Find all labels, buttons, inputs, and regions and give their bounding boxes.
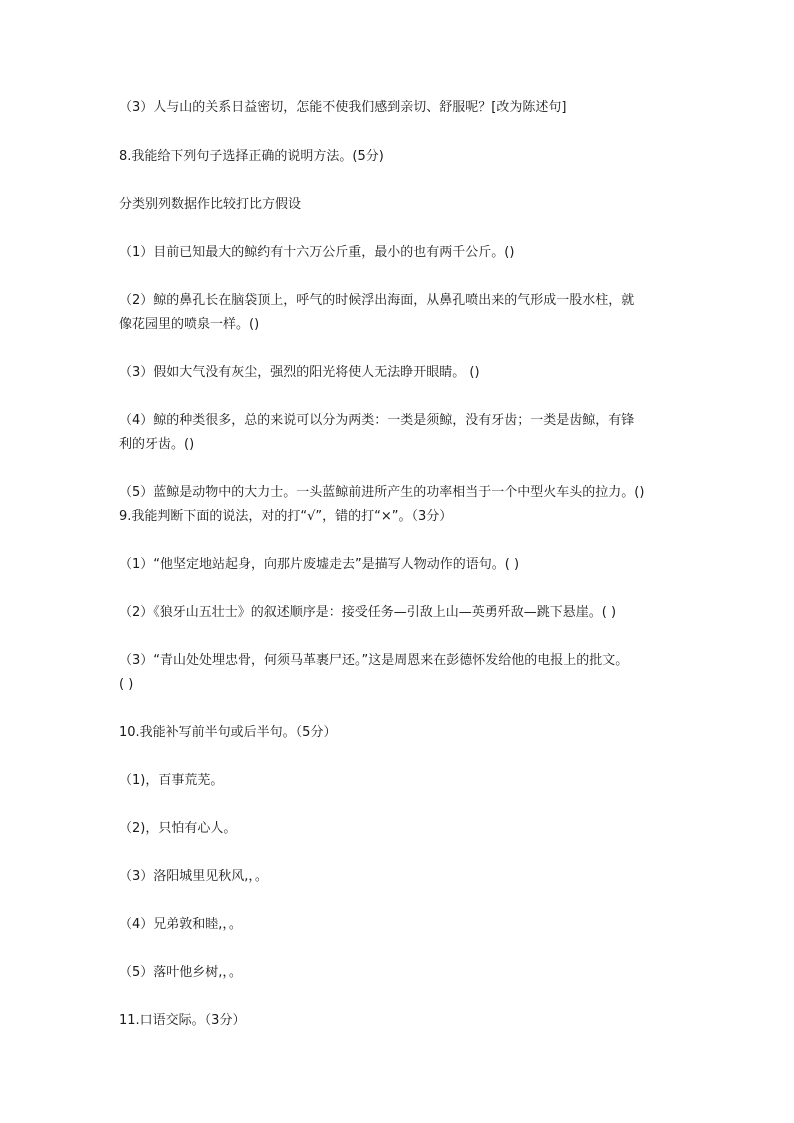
q8-item-3: （3）假如大气没有灰尘，强烈的阳光将使人无法睁开眼睛。 () xyxy=(119,365,480,380)
q9-item-2: （2）《狼牙山五壮士》的叙述顺序是：接受任务—引敌上山—英勇歼敌—跳下悬崖。( ) xyxy=(119,605,617,620)
q8-item-2-line-1: （2）鲸的鼻孔长在脑袋顶上，呼气的时候浮出海面，从鼻孔喷出来的气形成一股水柱，就 xyxy=(119,293,635,308)
q9-item-3-line-1: （3）“青山处处埋忠骨，何须马革裹尸还。”这是周恩来在彭德怀发给他的电报上的批文。 xyxy=(119,653,629,668)
q9-item-1: （1）“他坚定地站起身，向那片废墟走去”是描写人物动作的语句。( ) xyxy=(119,557,520,572)
method-options-line: 分类别列数据作比较打比方假设 xyxy=(119,197,302,212)
q8-item-4-line-1: （4）鲸的种类很多，总的来说可以分为两类：一类是须鲸，没有牙齿；一类是齿鲸，有锋 xyxy=(119,413,635,428)
q10-item-1: （1)，百事荒芜。 xyxy=(119,773,224,788)
q10-item-4: （4）兄弟敦和睦,，。 xyxy=(119,917,242,932)
q8-item-4-line-2: 利的牙齿。() xyxy=(119,437,195,452)
q9-item-3-line-2: ( ) xyxy=(119,677,134,692)
q10-item-5: （5）落叶他乡树,，。 xyxy=(119,965,242,980)
question-8-heading: 8.我能给下列句子选择正确的说明方法。(5分) xyxy=(119,149,384,164)
question-9-heading: 9.我能判断下面的说法，对的打“√”，错的打“×”。（3分） xyxy=(119,509,453,524)
q10-item-3: （3）洛阳城里见秋风,，。 xyxy=(119,869,268,884)
q8-item-1: （1）目前已知最大的鲸约有十六万公斤重，最小的也有两千公斤。() xyxy=(119,245,515,260)
q8-item-5: （5）蓝鲸是动物中的大力士。一头蓝鲸前进所产生的功率相当于一个中型火车头的拉力。() xyxy=(119,485,645,500)
question-10-heading: 10.我能补写前半句或后半句。（5分） xyxy=(119,725,337,740)
q8-item-2-line-2: 像花园里的喷泉一样。() xyxy=(119,317,260,332)
q10-item-2: （2)，只怕有心人。 xyxy=(119,821,237,836)
question-11-heading: 11.口语交际。（3分） xyxy=(119,1013,246,1028)
text-line-rewrite-q3: （3）人与山的关系日益密切，怎能不使我们感到亲切、舒服呢？[改为陈述句] xyxy=(119,100,567,115)
